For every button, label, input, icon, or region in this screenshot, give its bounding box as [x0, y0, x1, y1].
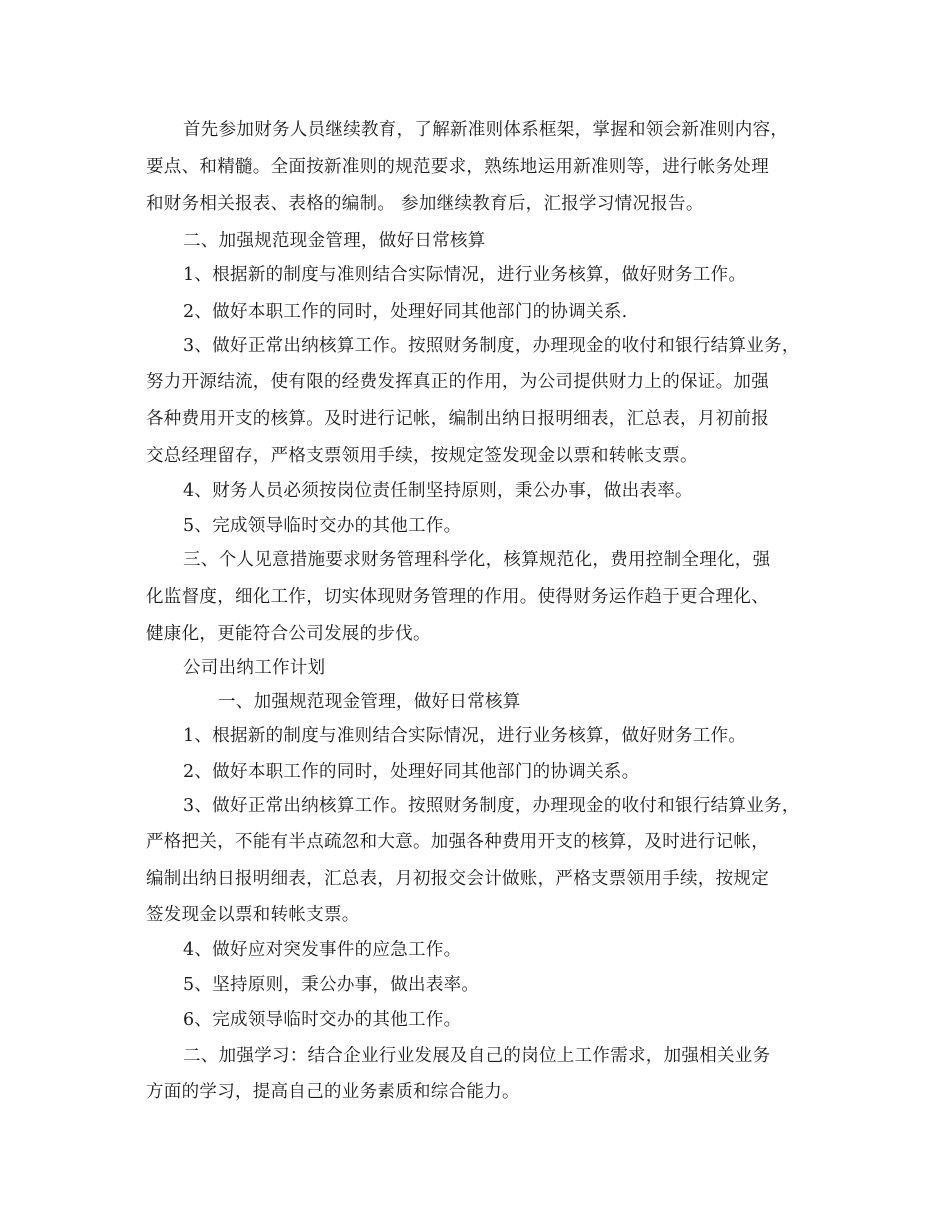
text-line: 1、根据新的制度与准则结合实际情况，进行业务核算，做好财务工作。	[183, 726, 747, 746]
text-line: 各种费用开支的核算。及时进行记帐，编制出纳日报明细表，汇总表，月初前报	[146, 409, 769, 429]
text-line: 化监督度，细化工作，切实体现财务管理的作用。使得财务运作趋于更合理化、	[146, 587, 769, 607]
text-line: 5、完成领导临时交办的其他工作。	[183, 516, 462, 536]
text-line: 6、完成领导临时交办的其他工作。	[183, 1010, 462, 1030]
text-line: 严格把关，不能有半点疏忽和大意。加强各种费用开支的核算，及时进行记帐，	[146, 832, 769, 852]
text-line: 首先参加财务人员继续教育，了解新准则体系框架，掌握和领会新准则内容，	[183, 120, 789, 140]
text-line: 三、个人见意措施要求财务管理科学化，核算规范化，费用控制全理化，强	[183, 550, 771, 570]
text-line: 4、做好应对突发事件的应急工作。	[183, 940, 462, 960]
text-line: 交总经理留存，严格支票领用手续，按规定签发现金以票和转帐支票。	[146, 446, 698, 466]
text-line: 努力开源结流，使有限的经费发挥真正的作用，为公司提供财力上的保证。加强	[146, 372, 769, 392]
section-heading: 二、加强规范现金管理，做好日常核算	[183, 231, 486, 251]
text-line: 编制出纳日报明细表，汇总表，月初报交会计做账，严格支票领用手续，按规定	[146, 869, 769, 889]
section-heading: 一、加强规范现金管理，做好日常核算	[218, 692, 521, 712]
text-line: 签发现金以票和转帐支票。	[146, 905, 360, 925]
text-line: 健康化，更能符合公司发展的步伐。	[146, 624, 431, 644]
text-line: 5、坚持原则，秉公办事，做出表率。	[183, 975, 480, 995]
text-line: 3、做好正常出纳核算工作。按照财务制度，办理现金的收付和银行结算业务，	[183, 796, 800, 816]
text-line: 和财务相关报表、表格的编制。 参加继续教育后，汇报学习情况报告。	[146, 194, 704, 214]
text-line: 2、做好本职工作的同时，处理好同其他部门的协调关系。	[183, 762, 640, 782]
text-line: 要点、和精髓。全面按新准则的规范要求，熟练地运用新准则等，进行帐务处理	[146, 157, 769, 177]
text-line: 3、做好正常出纳核算工作。按照财务制度，办理现金的收付和银行结算业务，	[183, 336, 800, 356]
text-line: 二、加强学习：结合企业行业发展及自己的岗位上工作需求，加强相关业务	[183, 1046, 771, 1066]
section-heading: 公司出纳工作计划	[183, 658, 326, 678]
text-line: 1、根据新的制度与准则结合实际情况，进行业务核算，做好财务工作。	[183, 265, 747, 285]
text-line: 方面的学习，提高自己的业务素质和综合能力。	[146, 1082, 520, 1102]
text-line: 2、做好本职工作的同时，处理好同其他部门的协调关系.	[183, 302, 628, 322]
text-line: 4、财务人员必须按岗位责任制坚持原则，秉公办事，做出表率。	[183, 481, 693, 501]
